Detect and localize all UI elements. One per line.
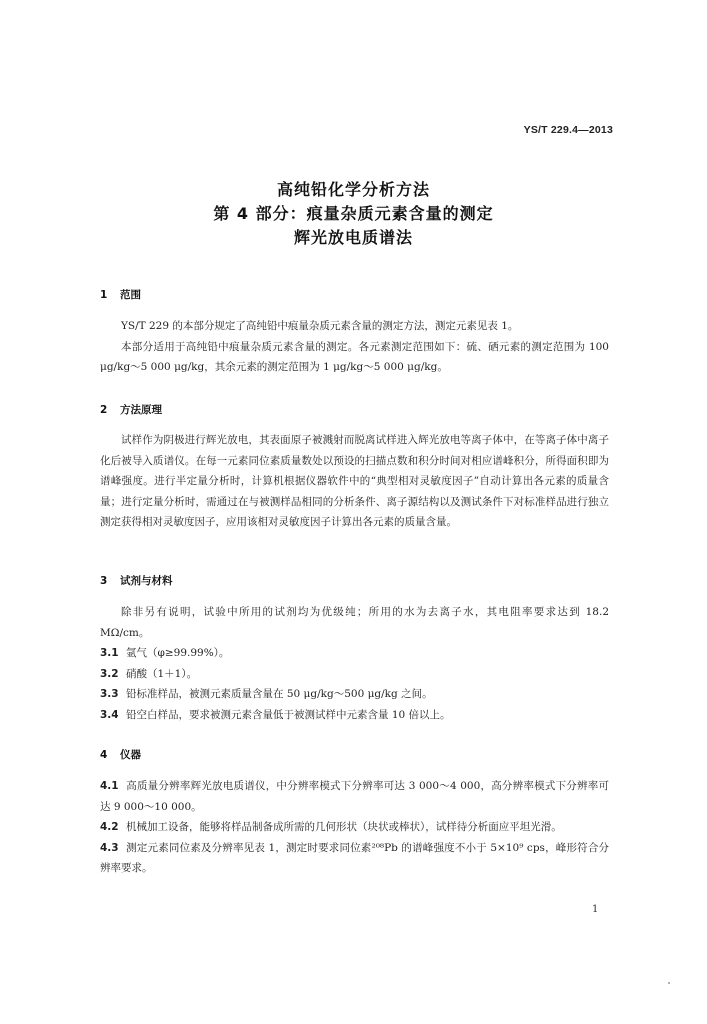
- section-1-paragraph: 本部分适用于高纯铅中痕量杂质元素含量的测定。各元素测定范围如下：硫、硒元素的测定范围为 100 μg/kg～5 000 μg/kg，其余元素的测定范围为 1 μg/kg～5 000 μg/kg。: [100, 340, 609, 373]
- item-text: 铅标准样品，被测元素质量含量在 50 μg/kg～500 μg/kg 之间。: [126, 688, 433, 700]
- section-3-intro: 除非另有说明，试验中所用的试剂均为优级纯；所用的水为去离子水，其电阻率要求达到 18.2 MΩ/cm。: [100, 606, 609, 639]
- section-2-number: 2: [100, 404, 108, 416]
- document-title: [0, 178, 707, 250]
- section-1-title: 范围: [120, 289, 141, 301]
- page-number: 1: [592, 904, 599, 915]
- section-3-body: [100, 602, 609, 725]
- item-number: 4.3: [100, 841, 119, 854]
- item-text: 氩气（φ≥99.99%）。: [126, 647, 230, 659]
- section-1-heading: [100, 287, 141, 302]
- section-3-heading: [100, 573, 173, 588]
- list-item: [100, 838, 609, 879]
- section-3-title: 试剂与材料: [120, 575, 173, 587]
- section-2-title: 方法原理: [120, 404, 162, 416]
- scan-artifact: [668, 982, 670, 984]
- section-4-number: 4: [100, 749, 108, 761]
- item-text: 机械加工设备，能够将样品制备成所需的几何形状（块状或棒状），试样待分析面应平坦光滑。: [126, 821, 562, 833]
- standard-code: YS/T 229.4—2013: [523, 124, 613, 136]
- item-text: 高质量分辨率辉光放电质谱仪，中分辨率模式下分辨率可达 3 000～4 000，高分辨率模式下分辨率可达 9 000～10 000。: [100, 780, 609, 813]
- list-item: [100, 643, 609, 664]
- item-text: 硝酸（1＋1）。: [126, 667, 198, 680]
- item-text: 铅空白样品，要求被测元素含量低于被测试样中元素含量 10 倍以上。: [126, 708, 451, 721]
- list-item: [100, 684, 609, 705]
- title-line-1: 高纯铅化学分析方法: [276, 180, 430, 199]
- title-line-2: 第 4 部分：痕量杂质元素含量的测定: [213, 204, 494, 223]
- section-4-body: [100, 776, 609, 879]
- section-1-paragraph: YS/T 229 的本部分规定了高纯铅中痕量杂质元素含量的测定方法，测定元素见表 1。: [121, 320, 519, 332]
- list-item: [100, 705, 609, 726]
- item-number: 3.2: [100, 667, 119, 680]
- title-line-3: 辉光放电质谱法: [293, 228, 413, 247]
- item-number: 4.2: [100, 821, 119, 833]
- section-4-heading: [100, 747, 141, 762]
- section-4-title: 仪器: [120, 749, 141, 761]
- item-number: 3.1: [100, 647, 119, 659]
- section-2-paragraph: 试样作为阴极进行辉光放电，其表面原子被溅射而脱离试样进入辉光放电等离子体中，在等离子体中离子化后被导入质谱仪。在每一元素同位素质量数处以预设的扫描点数和积分时间对相应谱峰积分，所得面积即为谱峰强度。进行半定量分析时，计算机根据仪器软件中的“典型相对灵敏度因子”自动计算出各元素的质量含量；进行定量分析时，需通过在与被测样品相同的分析条件、离子源结构以及测试条件下对标准样品进行独立测定获得相对灵敏度因子，应用该相对灵敏度因子计算出各元素的质量含量。: [100, 434, 609, 528]
- list-item: [100, 776, 609, 817]
- section-3-number: 3: [100, 575, 108, 587]
- section-2-body: [100, 430, 609, 533]
- section-1-number: 1: [100, 289, 108, 301]
- section-2-heading: [100, 402, 162, 417]
- item-number: 4.1: [100, 780, 119, 792]
- list-item: [100, 664, 609, 685]
- list-item: [100, 817, 609, 838]
- item-number: 3.3: [100, 688, 119, 700]
- section-1-body: [100, 316, 609, 378]
- item-number: 3.4: [100, 708, 119, 721]
- item-text: 测定元素同位素及分辨率见表 1，测定时要求同位素²⁰⁸Pb 的谱峰强度不小于 5×10⁹ cps，峰形符合分辨率要求。: [100, 841, 609, 874]
